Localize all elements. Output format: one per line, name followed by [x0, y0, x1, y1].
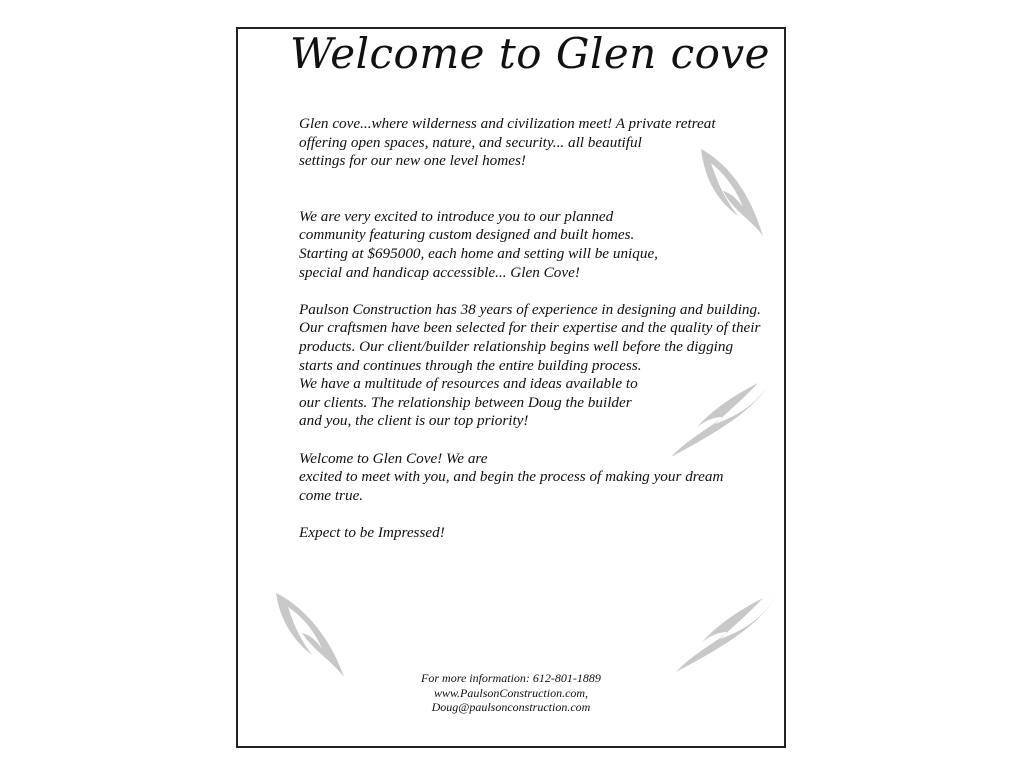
text-line: Expect to be Impressed!	[299, 523, 445, 541]
contact-phone: For more information: 612-801-1889	[421, 671, 601, 685]
company-paragraph	[299, 301, 786, 431]
text-line: Welcome to Glen Cove! We are	[299, 449, 488, 467]
body-text	[299, 115, 786, 542]
text-line: and you, the client is our top priority!	[299, 412, 529, 430]
community-paragraph	[299, 208, 786, 282]
text-line: We are very excited to introduce you to our planned	[299, 207, 614, 225]
leaf-icon	[668, 584, 786, 679]
text-line: settings for our new one level homes!	[299, 152, 526, 170]
document-page	[236, 27, 786, 748]
text-line: our clients. The relationship between Doug the builder	[299, 393, 632, 411]
intro-paragraph	[299, 115, 786, 171]
page-title: Welcome to Glen cove	[290, 29, 771, 78]
contact-email: Doug@paulsonconstruction.com	[431, 700, 591, 714]
text-line: Starting at $695000, each home and setting will be unique,	[299, 244, 658, 262]
text-line: special and handicap accessible... Glen Cove!	[299, 263, 580, 281]
text-line: products. Our client/builder relationship begins well before the digging	[299, 337, 734, 355]
contact-website: www.PaulsonConstruction.com,	[433, 685, 589, 700]
text-line: Our craftsmen have been selected for their expertise and the quality of their	[299, 319, 761, 337]
leaf-icon	[272, 589, 352, 684]
contact-footer	[238, 671, 784, 715]
text-line: starts and continues through the entire building process.	[299, 356, 642, 374]
welcome-paragraph	[299, 450, 786, 506]
text-line: community featuring custom designed and built homes.	[299, 226, 635, 244]
text-line: We have a multitude of resources and ideas available to	[299, 375, 638, 393]
text-line: come true.	[299, 486, 364, 504]
text-line: offering open spaces, nature, and security... all beautiful	[299, 133, 642, 151]
text-line: excited to meet with you, and begin the process of making your dream	[299, 468, 724, 486]
text-line: Paulson Construction has 38 years of experience in designing and building.	[299, 300, 761, 318]
text-line: Glen cove...where wilderness and civilization meet! A private retreat	[299, 115, 716, 132]
closing-paragraph	[299, 524, 786, 543]
